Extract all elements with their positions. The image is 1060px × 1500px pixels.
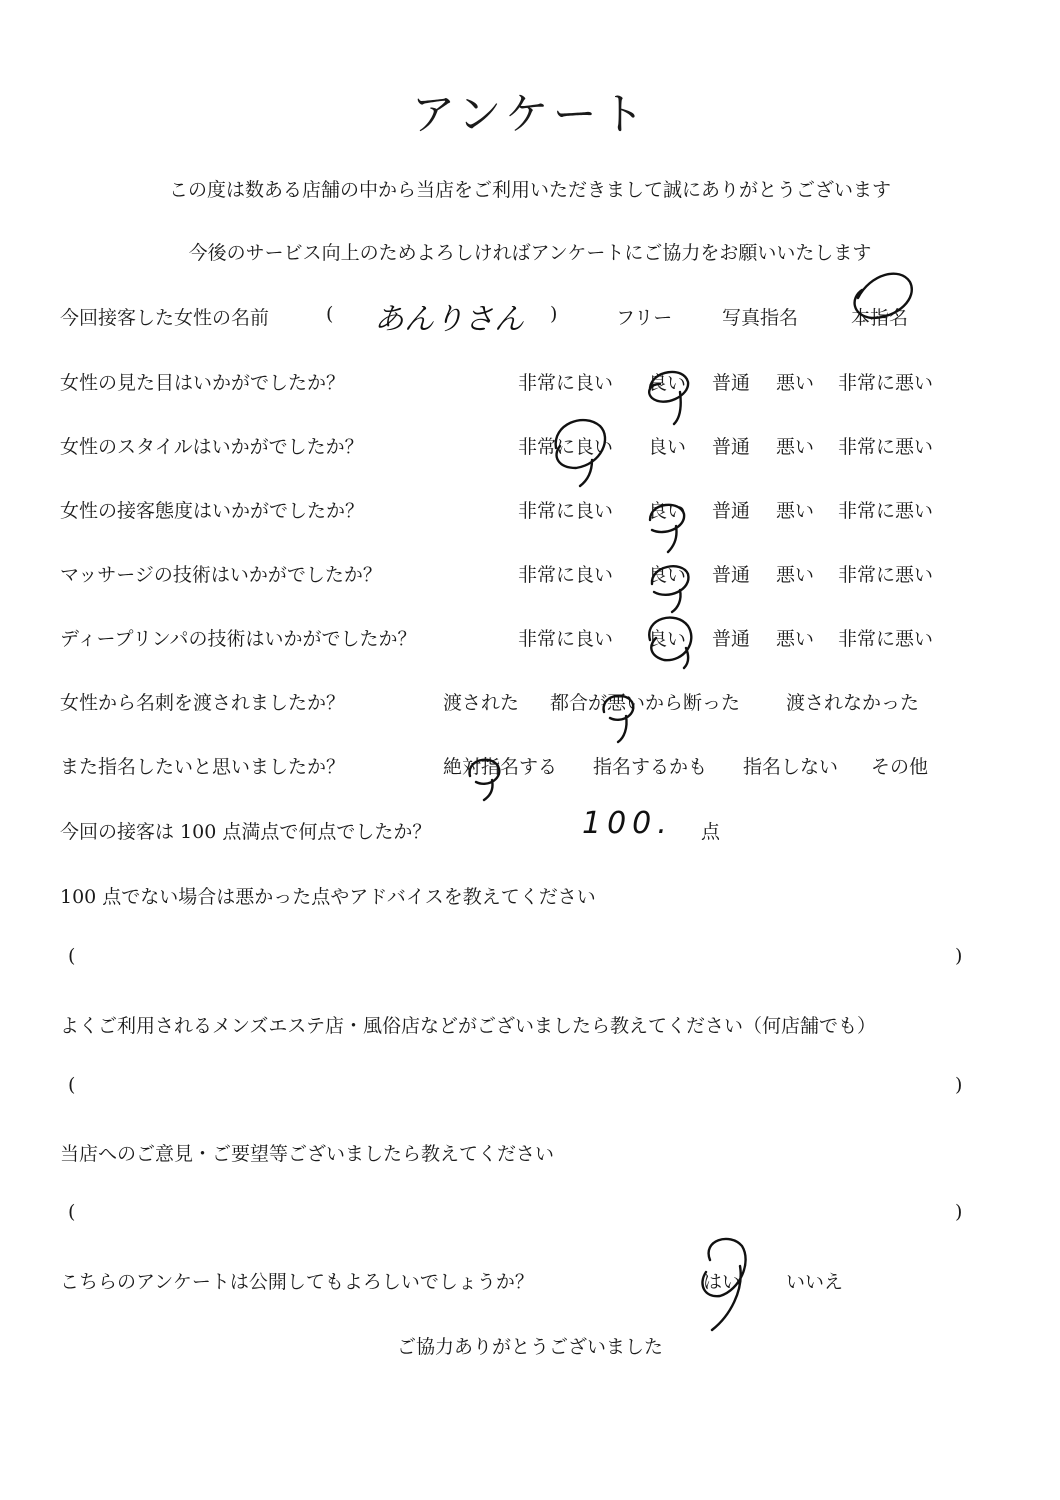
rating-question-label: マッサージの技術はいかがでしたか？: [60, 564, 382, 586]
name-question-label: 今回接客した女性の名前: [60, 307, 270, 329]
option-normal[interactable]: 普通: [712, 564, 751, 586]
option-good[interactable]: 良い: [648, 564, 687, 586]
option-good[interactable]: 良い: [648, 628, 687, 650]
option-free[interactable]: フリー: [616, 307, 673, 329]
option-normal[interactable]: 普通: [712, 500, 751, 522]
option-very-bad[interactable]: 非常に悪い: [838, 564, 934, 586]
rating-question-label: 女性の接客態度はいかがでしたか？: [60, 500, 365, 522]
option-very-good[interactable]: 非常に良い: [518, 500, 614, 522]
option-bad[interactable]: 悪い: [776, 628, 815, 650]
option-very-good[interactable]: 非常に良い: [518, 564, 614, 586]
advice-open-paren: (: [68, 945, 76, 967]
option-yes[interactable]: はい: [703, 1271, 742, 1293]
intro-request: 今後のサービス向上のためよろしければアンケートにご協力をお願いいたします: [188, 242, 872, 264]
option-bad[interactable]: 悪い: [776, 500, 815, 522]
score-unit: 点: [701, 821, 721, 843]
option-normal[interactable]: 普通: [712, 436, 751, 458]
option-good[interactable]: 良い: [648, 372, 687, 394]
option-main-nomination[interactable]: 本指名: [851, 307, 909, 329]
option-normal[interactable]: 普通: [712, 628, 751, 650]
score-answer[interactable]: 100.: [582, 806, 673, 841]
option-received[interactable]: 渡された: [443, 692, 520, 714]
option-maybe[interactable]: 指名するかも: [593, 756, 708, 778]
option-bad[interactable]: 悪い: [776, 564, 815, 586]
survey-title: アンケート: [411, 89, 649, 140]
opinion-answer-field[interactable]: [90, 1201, 940, 1227]
other-shops-open-paren: (: [68, 1074, 76, 1096]
other-shops-answer-field[interactable]: [90, 1074, 940, 1100]
rating-question-label: 女性のスタイルはいかがでしたか？: [60, 436, 364, 458]
opinion-question-label: 当店へのご意見・ご要望等ございましたら教えてください: [60, 1143, 555, 1165]
rating-question-label: 女性の見た目はいかがでしたか？: [60, 372, 346, 394]
other-shops-close-paren: ): [955, 1074, 963, 1096]
closing-message: ご協力ありがとうございました: [396, 1336, 663, 1358]
option-photo-nomination[interactable]: 写真指名: [722, 307, 799, 329]
option-very-good[interactable]: 非常に良い: [518, 436, 614, 458]
advice-answer-field[interactable]: [90, 945, 940, 971]
name-close-paren: ): [550, 303, 558, 325]
intro-thanks: この度は数ある店舗の中から当店をご利用いただきまして誠にありがとうございます: [168, 179, 891, 201]
option-good[interactable]: 良い: [648, 500, 687, 522]
option-definitely[interactable]: 絶対指名する: [443, 756, 558, 778]
option-very-bad[interactable]: 非常に悪い: [838, 628, 934, 650]
opinion-open-paren: (: [68, 1201, 76, 1223]
option-very-good[interactable]: 非常に良い: [518, 372, 614, 394]
opinion-close-paren: ): [955, 1201, 963, 1223]
name-open-paren: (: [326, 303, 334, 325]
option-very-bad[interactable]: 非常に悪い: [838, 436, 934, 458]
advice-close-paren: ): [955, 945, 963, 967]
option-bad[interactable]: 悪い: [776, 436, 815, 458]
advice-question-label: 100 点でない場合は悪かった点やアドバイスを教えてください: [60, 886, 596, 908]
other-shops-question-label: よくご利用されるメンズエステ店・風俗店などがございましたら教えてください（何店舗でも）: [60, 1015, 877, 1037]
name-answer[interactable]: あんりさん: [374, 302, 524, 337]
option-very-bad[interactable]: 非常に悪い: [838, 500, 934, 522]
option-normal[interactable]: 普通: [712, 372, 751, 394]
option-bad[interactable]: 悪い: [776, 372, 815, 394]
option-declined[interactable]: 都合が悪いから断った: [550, 692, 741, 714]
option-very-bad[interactable]: 非常に悪い: [838, 372, 934, 394]
card-question-label: 女性から名刺を渡されましたか？: [60, 692, 346, 714]
option-no[interactable]: 指名しない: [743, 756, 839, 778]
renominate-question-label: また指名したいと思いましたか？: [60, 756, 346, 778]
publish-question-label: こちらのアンケートは公開してもよろしいでしょうか？: [60, 1271, 534, 1293]
score-question-label: 今回の接客は 100 点満点で何点でしたか？: [60, 821, 432, 843]
rating-question-label: ディープリンパの技術はいかがでしたか？: [60, 628, 417, 650]
option-not-received[interactable]: 渡されなかった: [786, 692, 920, 714]
option-other[interactable]: その他: [871, 756, 929, 778]
option-very-good[interactable]: 非常に良い: [518, 628, 614, 650]
option-no[interactable]: いいえ: [786, 1271, 844, 1293]
option-good[interactable]: 良い: [648, 436, 687, 458]
